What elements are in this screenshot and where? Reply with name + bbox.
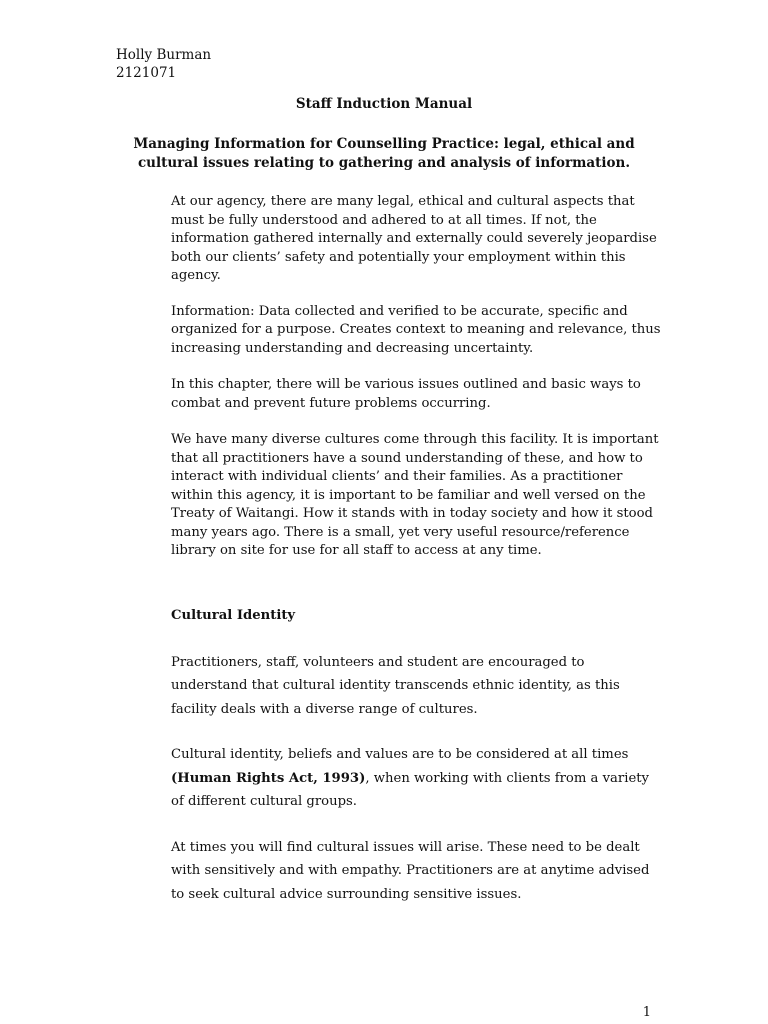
document-body [171,193,661,906]
student-id: 2121071 [116,65,177,81]
diverse-cultures-paragraph: We have many diverse cultures come through this facility. It is important that all practitioners have a sound understanding of these, and how to interact with individual clients’ and their families. As a practitioner within this agency, it is important to be familiar and well versed on the Treaty of Waitangi. How it stands with in today society and how it stood many years ago. There is a small, yet very useful resource/reference library on site for use for all staff to access at any time. [171,432,659,558]
paragraph-text-end: , when working with clients from a variety of different cultural groups. [171,770,649,809]
legal-reference: (Human Rights Act, 1993) [171,770,366,786]
section-heading-cultural-identity: Cultural Identity [171,607,296,623]
cultural-identity-paragraph-1: Practitioners, staff, volunteers and student are encouraged to understand that cultural identity transcends ethnic identity, as this facility deals with a diverse range of cultures. [171,654,620,717]
information-definition-paragraph: Information: Data collected and verified to be accurate, specific and organized for a purpose. Creates context to meaning and relevance, thus increasing understanding and decreasing uncertainty. [171,303,661,356]
author-name: Holly Burman [116,47,212,63]
page-number: 1 [642,1005,651,1020]
cultural-identity-paragraph-2 [171,743,661,814]
manual-title: Staff Induction Manual [295,96,473,112]
main-heading: Managing Information for Counselling Practice: legal, ethical and cultural issues relating to gathering and analysis of information. [133,136,635,171]
author-block [116,46,211,82]
cultural-identity-paragraph-3: At times you will find cultural issues will arise. These need to be dealt with sensitively and with empathy. Practitioners are at anytime advised to seek cultural advice surrounding sensitive issues. [171,839,650,902]
intro-paragraph-1: At our agency, there are many legal, ethical and cultural aspects that must be fully understood and adhered to at all times. If not, the information gathered internally and externally could severely jeopardise both our clients’ safety and potentially your employment within this agency. [171,194,657,283]
chapter-overview-paragraph: In this chapter, there will be various issues outlined and basic ways to combat and prevent future problems occurring. [171,377,641,411]
paragraph-text-start: Cultural identity, beliefs and values are to be considered at all times [171,747,629,762]
